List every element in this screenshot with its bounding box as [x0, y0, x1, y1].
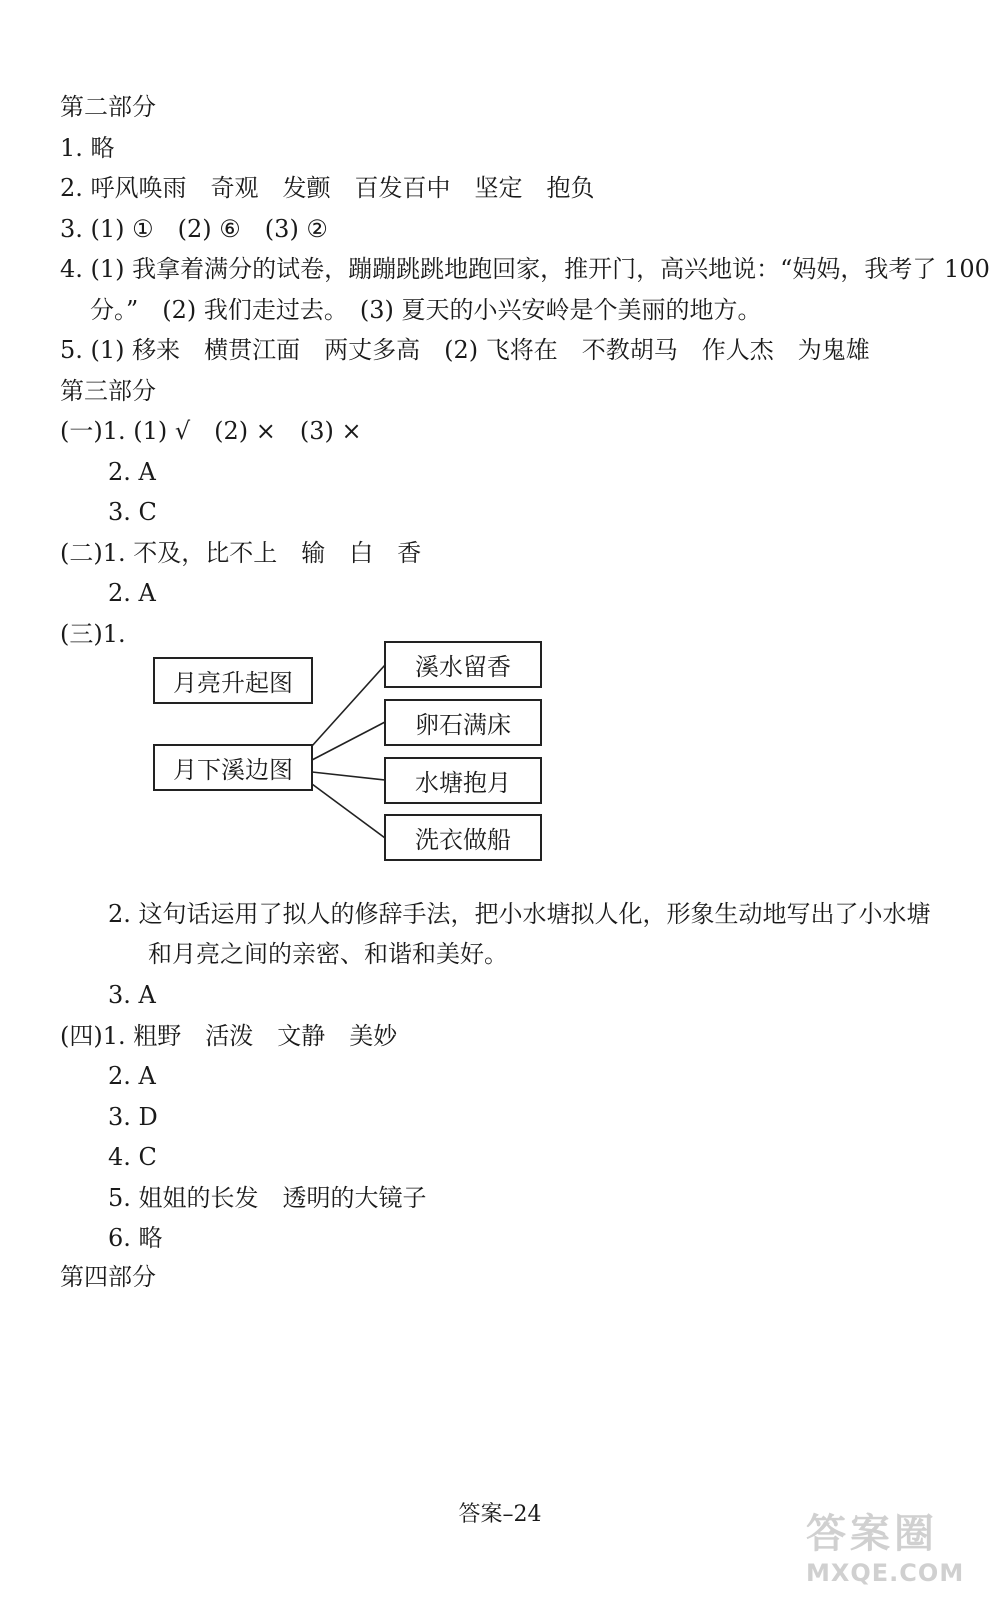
answer-line: (二)1. 不及，比不上 输 白 香	[60, 539, 422, 567]
diagram-box-right: 洗衣做船	[384, 814, 542, 861]
answer-line: (一)1. (1) √ (2) × (3) ×	[60, 417, 362, 445]
answer-line: 3. D	[108, 1103, 158, 1131]
answer-line: 3. (1) ① (2) ⑥ (3) ②	[60, 215, 328, 243]
answer-line: 2. A	[108, 458, 156, 486]
connector-line	[312, 772, 385, 780]
answer-line: 3. C	[108, 498, 157, 526]
diagram-box-left: 月下溪边图	[153, 744, 313, 791]
answer-line: 2. 这句话运用了拟人的修辞手法，把小水塘拟人化，形象生动地写出了小水塘	[108, 900, 931, 928]
section-title-part4: 第四部分	[60, 1263, 156, 1291]
answer-line: 4. C	[108, 1143, 157, 1171]
watermark-logo	[806, 1502, 976, 1586]
answer-line: 5. (1) 移来 横贯江面 两丈多高 (2) 飞将在 不教胡马 作人杰 为鬼雄	[60, 336, 870, 364]
diagram-box-right: 卵石满床	[384, 699, 542, 746]
diagram-box-right: 水塘抱月	[384, 757, 542, 804]
answer-line: 3. A	[108, 981, 156, 1009]
section-title-part3: 第三部分	[60, 377, 156, 405]
answer-line: 2. A	[108, 579, 156, 607]
answer-line: 6. 略	[108, 1224, 163, 1252]
watermark-text: 答案圈	[806, 1511, 938, 1557]
answer-line: 2. A	[108, 1062, 156, 1090]
answer-line: 和月亮之间的亲密、和谐和美好。	[148, 940, 508, 968]
page-number: 答案–24	[458, 1502, 542, 1527]
connector-line	[312, 665, 385, 746]
answer-line: 5. 姐姐的长发 透明的大镜子	[108, 1184, 427, 1212]
answer-line: 4. (1) 我拿着满分的试卷，蹦蹦跳跳地跑回家，推开门，高兴地说：“妈妈，我考了 100	[60, 255, 990, 283]
answer-line: (三)1.	[60, 620, 126, 648]
watermark-url: MXQE.COM	[806, 1559, 965, 1587]
connector-line	[312, 722, 385, 760]
diagram-box-left: 月亮升起图	[153, 657, 313, 704]
answer-line: 2. 呼风唤雨 奇观 发颤 百发百中 坚定 抱负	[60, 174, 595, 202]
diagram-box-right: 溪水留香	[384, 641, 542, 688]
connector-line	[312, 784, 385, 838]
answer-line: (四)1. 粗野 活泼 文静 美妙	[60, 1022, 398, 1050]
section-title-part2: 第二部分	[60, 93, 156, 121]
answer-line: 1. 略	[60, 134, 115, 162]
answer-line: 分。” (2) 我们走过去。 (3) 夏天的小兴安岭是个美丽的地方。	[90, 296, 762, 324]
